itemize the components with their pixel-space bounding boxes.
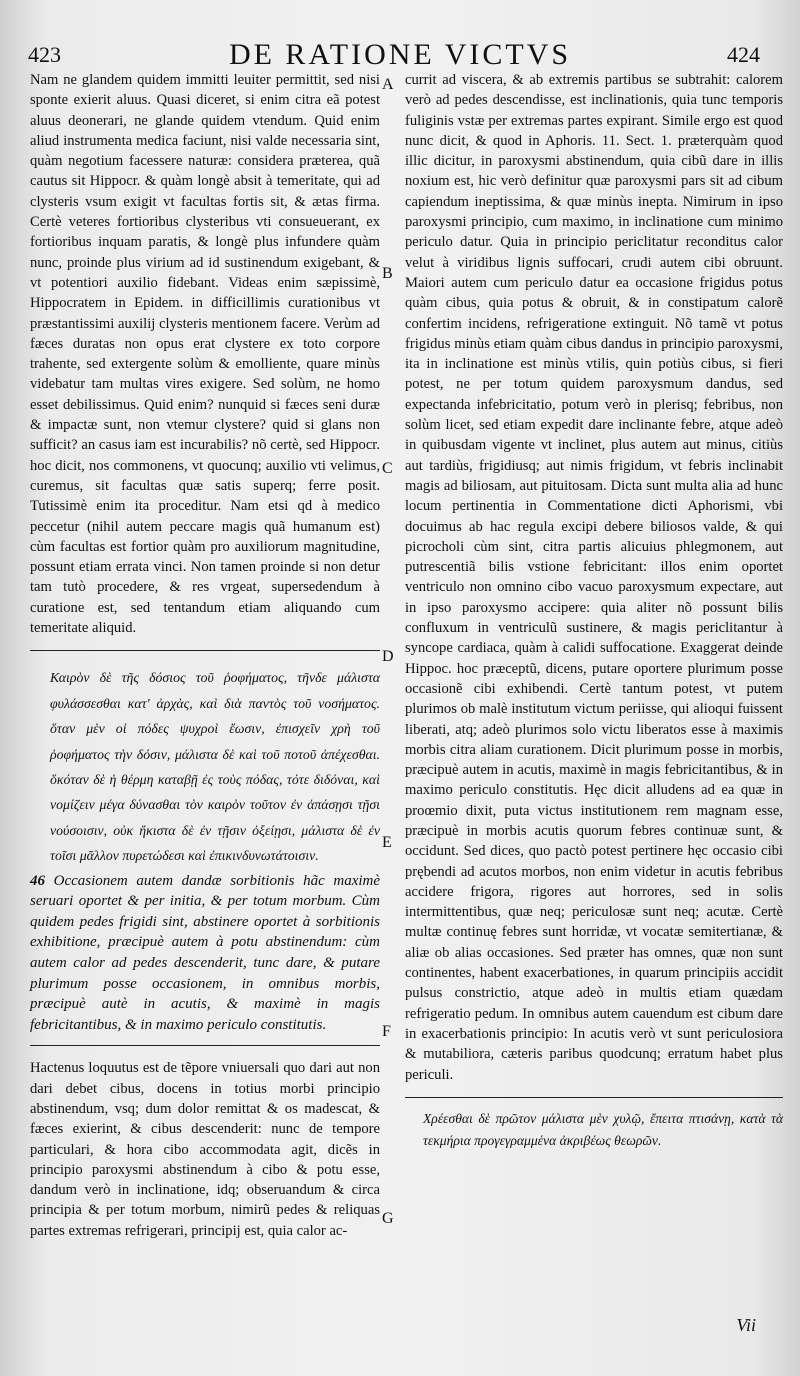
section-rule-right	[405, 1097, 783, 1098]
latin-translation-text: Occasionem autem dandæ sorbitionis hãc maximè seruari oportet & per initia, & per totum morbum. Cùm quidem pedes frigidi sint, abstinere oportet à sorbitionis exhibitione, præcipuè autem à potu abstinendum: cùm autem calor ad pedes descenderit, tunc dare, & putare plurimum posse occasionem, in omnibus morbis, præcipuè autè in acutis, & maximè in magis febricitantibus, & in maximo periculo constitutis.	[30, 872, 381, 1033]
latin-translation-italic	[30, 871, 380, 1036]
running-header	[0, 38, 800, 74]
margin-letter-a: A	[382, 76, 394, 93]
margin-letter-e: E	[382, 834, 392, 851]
right-paragraph-1: currit ad viscera, & ab extremis partibus se subtrahit: calorem verò ad pedes descendisse, est inclinationis, quia tunc temporis fuliginis vstæ per extremas partes expirant. Simile ergo est quod nunc dicit, & quod in Aphoris. 11. Sect. 1. præterquàm quod illic dicitur, in paroxysmi abstinendum, quia cibũ dare in illis noxium est, hic verò definitur quæ paroxysmi pars sit ad cibum capiendum ineptissima, & quæ minùs inepta. Nimirum in ipso paroxysmi principio, cum maximo, in inclinatione cum minimo periculo datur. Quia in principio periclitatur reconditus calor velut à viridibus lignis suffocari, crudi autem cibi obruunt. Maiori autem cum periculo datur ea occasione frigidus potus quàm cibus, quia potus & obruit, & in constipatum calorẽ confertim incidens, refrigeratione extinguit. Nõ tamẽ vt potus frigidus minùs etiam quàm cibus dandus in principio paroxysmi, ita in inclinatione est minùs vtilis, quin potiùs cibus, si fieri potest, ne per totum quidem paroxysmum dandus, sed expectanda infebricitatio, potum verò in plerisq; febribus, non solùm licet, sed etiam expedit dare inclinante febre, atque adeò in quibusdam vigente vt inclinet, plus autem aut minus, citiùs aut tardiùs, frigidiusq; aut nimis frigidum, vt febris inclinabit magis ad biliosam, aut pituitosam. Dicta sunt multa alia ad hunc locum pertinentia in Commentatione dicti Aphorismi, vbi docuimus ab hac regula excipi debere biliosos valde, & qui picrocholi cùm sint, citra partis alicuius phlegmonem, aut putrescentiã bilis vstione febricitant: illos enim oportet ventriculo non omnino cibo vacuo paroxysmum expectare, aut in ipso paroxysmo accipere: quia aliter nõ possunt bilis confluxum in ventriculũ sustinere, & magis periclitantur à syncope cardiaca, quàm à calidi suffocatione. Exaggerat deinde Hippoc. hoc præceptũ, dicens, putare oportere plurimum posse occasionẽ cibi exhibendi. Certè tantum potest, vt putem plurimos ob malè institutum victum periisse, qui alioqui fuissent liberati, atq; adeò plurimos solo victu liberatos esse à maximis morbis citra aliam curationem. Dicit plurimum posse in morbis, præcipuè autem in acutis, maximè in magis febricitantibus, & in maximo periculo constitutis. Hęc dicit alludens ad ea quæ in proœmio dixit, puta victus institutionem rem magnam esse, præcipuè in morbis acutis quorum febres continuæ sunt, & occidunt. Sed dices, quo pactò potest pertinere hęc occasio cibi prębendi ad acutos morbos, non enim videtur in acutis febribus accidere frigora, rigores aut horrores, sed in solis intermittentibus, quæ neq; periculosæ sunt neq; acutæ. Certè multæ continuę febres sunt horridæ, vt vocatæ semitertianæ, & aliæ ob alias occasiones. Sed præter has omnes, quæ non sunt continentes, habent exacerbationes, in quarum principiis accidit pulsus constrictio, atque adeò in multis etiam quædam refrigeratio pedum. In omnibus autem cauendum est cibum dare in exacerbationis principio: In acutis verò vt sunt periculosiora & mutabiliora, cæteris paribus quodcunq; erratum habet plus periculi.	[405, 72, 783, 1083]
signature-mark: Vii	[736, 1315, 756, 1335]
greek-text-right: Χρέεσθαι δὲ πρῶτον μάλιστα μὲν χυλῷ, ἔπειτα πτισάνῃ, κατὰ τὰ τεκμήρια προγεγραμμένα ἀκριβέως θεωρῶν.	[423, 1110, 783, 1148]
section-number: 46	[30, 872, 45, 889]
margin-letter-f: F	[382, 1023, 391, 1040]
running-title: DE RATIONE VICTVS	[228, 38, 572, 71]
right-column	[405, 70, 783, 1152]
section-rule-bottom	[30, 1045, 380, 1046]
margin-letter-b: B	[382, 265, 393, 282]
section-rule-top	[30, 650, 380, 651]
margin-letter-g: G	[382, 1210, 394, 1227]
left-paragraph-2: Hactenus loquutus est de tẽpore vniuersali quo dari aut non dari debet cibus, docens in totius morbi principio abstinendum, vsq; dum dolor remittat & os madescat, & fæces exierint, & cibus descenderit: nunc de tempore particulari, & hora cibo accommodata agit, dicẽs in principio paroxysmi abstinendum à cibo & potu esse, dandum verò in inclinatione, idq; obseruandum & circa principia & per totum morbum, nimirũ pedes & reliquas partes extremas refrigerari, principij est, quia calor ac-	[30, 1060, 380, 1239]
page-number-left: 423	[28, 42, 61, 67]
left-column	[30, 70, 380, 1241]
margin-letter-c: C	[382, 460, 393, 477]
left-paragraph-1: Nam ne glandem quidem immitti leuiter permittit, sed nisi sponte exierit aluus. Quasi diceret, si enim citra eã potest aluus deonerari, ne glande quidem vtendum. Quid enim aliud instrumenta medica faciunt, nisi valde necessaria sint, quàm negotium facessere naturæ: considera præterea, quã cautus sit Hippocr. & quàm longè absit à temeritate, qui ad clysteris vsum exigit vt facultas fortis sit, & ætas firma. Certè veteres fortioribus clysteribus vti consueuerant, ex fortioribus inquam paratis, & longè plus infundere quàm nunc, proinde plus virium ad id sustinendum exigebant, & vt potentiori auxilio fidebant. Videas enim sæpissimè, Hippocratem in Epidem. in difficillimis curationibus vt præstantissimi auxilij clysteris mentionem facere. Verùm ad fæces duratas non opus erat clystere ex toto corpore trahente, sed extergente solùm & emolliente, quare minùs videbatur tam multas vires exigere. Sed solùm, ne homo esset debilissimus. Quid enim? nunquid si fæces seni duræ & impactæ sunt, non vtemur clystere? quid si glans non sufficit? an casus iam est incurabilis? nõ certè, sed Hippocr. hoc dicit, nos commonens, vt quocunq; auxilio vti velimus, curemus, sit facultas quæ satis superq; ferre posit. Tutissimè enim ita proceditur. Nam etsi qd à medico peccetur (nihil autem peccare magis quã humanum est) cùm facultas est fortior quàm pro auxiliorum magnitudine, possunt etiam errata vinci. Non tamen proinde si non detur tam tutò procedere, & res vrgeat, supersedendum à curatione est, sed tentandum etiam aliquando cum temeritate aliquid.	[30, 72, 380, 637]
margin-letter-d: D	[382, 648, 394, 665]
greek-text-left: Καιρὸν δὲ τῆς δόσιος τοῦ ῥοφήματος, τῆνδε μάλιστα φυλάσσεσθαι κατ' ἀρχὰς, καὶ διὰ παντὸς τοῦ νοσήματος. ὅταν μὲν οἱ πόδες ψυχροὶ ἔωσιν, ἐπισχεῖν χρὴ τοῦ ῥοφήματος τὴν δόσιν, μάλιστα δὲ καὶ τοῦ ποτοῦ ἀπέχεσθαι. ὅκόταν δὲ ἡ θέρμη καταβῇ ἐς τοὺς πόδας, τότε διδόναι, καὶ νομίζειν μέγα δύνασθαι τὸν καιρὸν τοῦτον ἐν ἁπάσῃσι τῇσι νούσοισιν, οὐκ ἥκιστα δὲ ἐν τῇσιν ὀξείῃσι, μάλιστα δὲ ἐν τοῖσι μᾶλλον πυρετώδεσι καὶ ἐπικινδυνωτάτοισιν.	[50, 670, 380, 864]
page-number-right: 424	[727, 42, 760, 67]
